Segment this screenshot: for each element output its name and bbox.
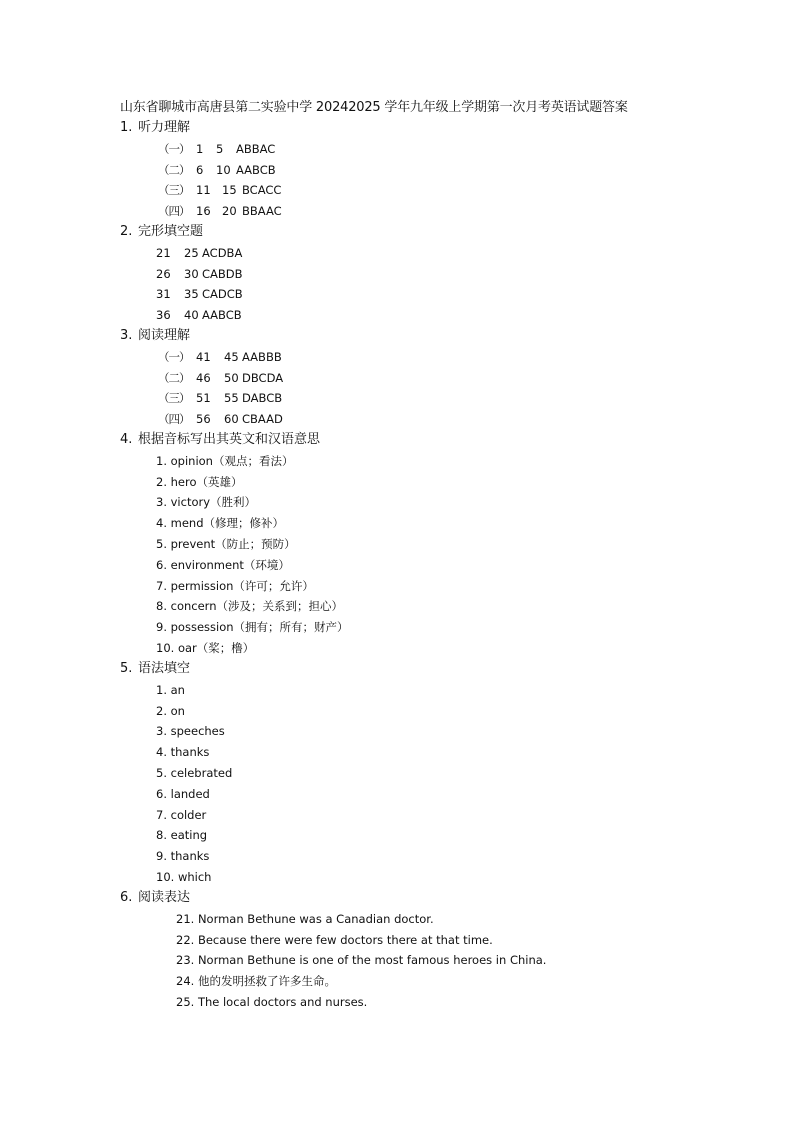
range-start: 31 (156, 287, 171, 302)
answer-line (120, 388, 720, 409)
range-start: 6 (196, 162, 204, 177)
list-item: 1. an (156, 682, 185, 697)
section-number: 6. (120, 890, 133, 905)
list-item: 22. Because there were few doctors there at that time. (176, 932, 493, 947)
list-item: 6. environment（环境） (156, 557, 290, 572)
answer-line (120, 305, 720, 326)
section-title: 听力理解 (138, 120, 191, 135)
list-item: 9. possession（拥有；所有；财产） (156, 620, 349, 635)
answer-letters: CABDB (202, 266, 243, 281)
list-item: 10. which (156, 869, 212, 884)
list-item: 10. oar（桨；橹） (156, 640, 255, 655)
part-label: （四） (158, 412, 190, 427)
range-start: 51 (196, 391, 211, 406)
answer-letters: AABCB (236, 162, 276, 177)
answer-letters: DABCB (242, 391, 283, 406)
range-end: 25 (184, 245, 199, 260)
list-item: 5. prevent（防止；预防） (156, 536, 296, 551)
range-end: 55 (224, 391, 239, 406)
page-title: 山东省聊城市高唐县第二实验中学 20242025 学年九年级上学期第一次月考英语试题答案 (120, 100, 628, 115)
section-heading (120, 222, 720, 243)
answer-letters: BBAAC (242, 204, 282, 219)
range-end: 40 (184, 308, 199, 323)
answer-line (120, 160, 720, 181)
range-end: 60 (224, 412, 239, 427)
range-start: 21 (156, 245, 171, 260)
section-grammar-fill (120, 659, 720, 888)
part-label: （三） (158, 391, 190, 406)
section-title: 完形填空题 (138, 224, 204, 239)
list-item: 3. speeches (156, 724, 225, 739)
section-number: 4. (120, 432, 133, 447)
list-item: 7. permission（许可；允许） (156, 578, 314, 593)
section-number: 2. (120, 224, 133, 239)
range-start: 46 (196, 370, 211, 385)
list-item: 2. hero（英雄） (156, 474, 243, 489)
section-number: 1. (120, 120, 133, 135)
answer-line (120, 264, 720, 285)
answer-line (120, 368, 720, 389)
section-title: 阅读表达 (138, 890, 191, 905)
section-number: 3. (120, 328, 133, 343)
section-heading (120, 326, 720, 347)
answer-letters: CADCB (202, 287, 243, 302)
answer-letters: CBAAD (242, 412, 283, 427)
list-item: 9. thanks (156, 849, 210, 864)
range-start: 41 (196, 349, 211, 364)
answer-letters: ABBAC (236, 141, 276, 156)
section-reading (120, 326, 720, 430)
part-label: （一） (158, 349, 190, 364)
answer-line (120, 180, 720, 201)
list-item: 23. Norman Bethune is one of the most famous heroes in China. (176, 953, 547, 968)
part-label: （二） (158, 370, 190, 385)
list-item: 6. landed (156, 786, 210, 801)
range-end: 20 (222, 204, 237, 219)
section-title: 阅读理解 (138, 328, 191, 343)
range-end: 35 (184, 287, 199, 302)
list-item: 3. victory（胜利） (156, 495, 257, 510)
answer-line (120, 284, 720, 305)
list-item: 8. concern（涉及；关系到；担心） (156, 599, 343, 614)
range-end: 30 (184, 266, 199, 281)
section-title: 语法填空 (138, 661, 191, 676)
list-item: 5. celebrated (156, 765, 233, 780)
list-item: 4. thanks (156, 745, 210, 760)
list-item: 25. The local doctors and nurses. (176, 994, 368, 1009)
section-reading-expression (120, 888, 720, 1013)
answer-letters: ACDBA (202, 245, 243, 260)
answer-letters: BCACC (242, 183, 282, 198)
answer-line (120, 201, 720, 222)
range-start: 1 (196, 141, 204, 156)
answer-letters: DBCDA (242, 370, 284, 385)
answer-line (120, 347, 720, 368)
range-start: 11 (196, 183, 211, 198)
list-item: 21. Norman Bethune was a Canadian doctor. (176, 911, 434, 926)
list-item: 24. 他的发明拯救了许多生命。 (176, 974, 336, 989)
range-start: 56 (196, 412, 211, 427)
list-item: 2. on (156, 703, 185, 718)
part-label: （一） (158, 141, 190, 156)
list-item: 4. mend（修理；修补） (156, 516, 284, 531)
answer-line (120, 409, 720, 430)
section-heading (120, 430, 720, 451)
range-end: 45 (224, 349, 239, 364)
range-end: 10 (216, 162, 231, 177)
list-item: 8. eating (156, 828, 208, 843)
answer-line (120, 139, 720, 160)
list-item: 1. opinion（观点；看法） (156, 453, 294, 468)
range-start: 36 (156, 308, 171, 323)
range-start: 26 (156, 266, 171, 281)
range-end: 5 (216, 141, 224, 156)
range-start: 16 (196, 204, 211, 219)
part-label: （三） (158, 183, 190, 198)
section-heading (120, 659, 720, 680)
range-end: 50 (224, 370, 239, 385)
section-title: 根据音标写出其英文和汉语意思 (138, 432, 321, 447)
section-cloze (120, 222, 720, 326)
section-heading (120, 888, 720, 909)
answer-line (120, 243, 720, 264)
section-phonetics (120, 430, 720, 659)
answer-letters: AABBB (242, 349, 282, 364)
list-item: 7. colder (156, 807, 207, 822)
part-label: （四） (158, 204, 190, 219)
section-listening (120, 118, 720, 222)
section-number: 5. (120, 661, 133, 676)
answer-letters: AABCB (202, 308, 242, 323)
section-heading (120, 118, 720, 139)
part-label: （二） (158, 162, 190, 177)
range-end: 15 (222, 183, 237, 198)
